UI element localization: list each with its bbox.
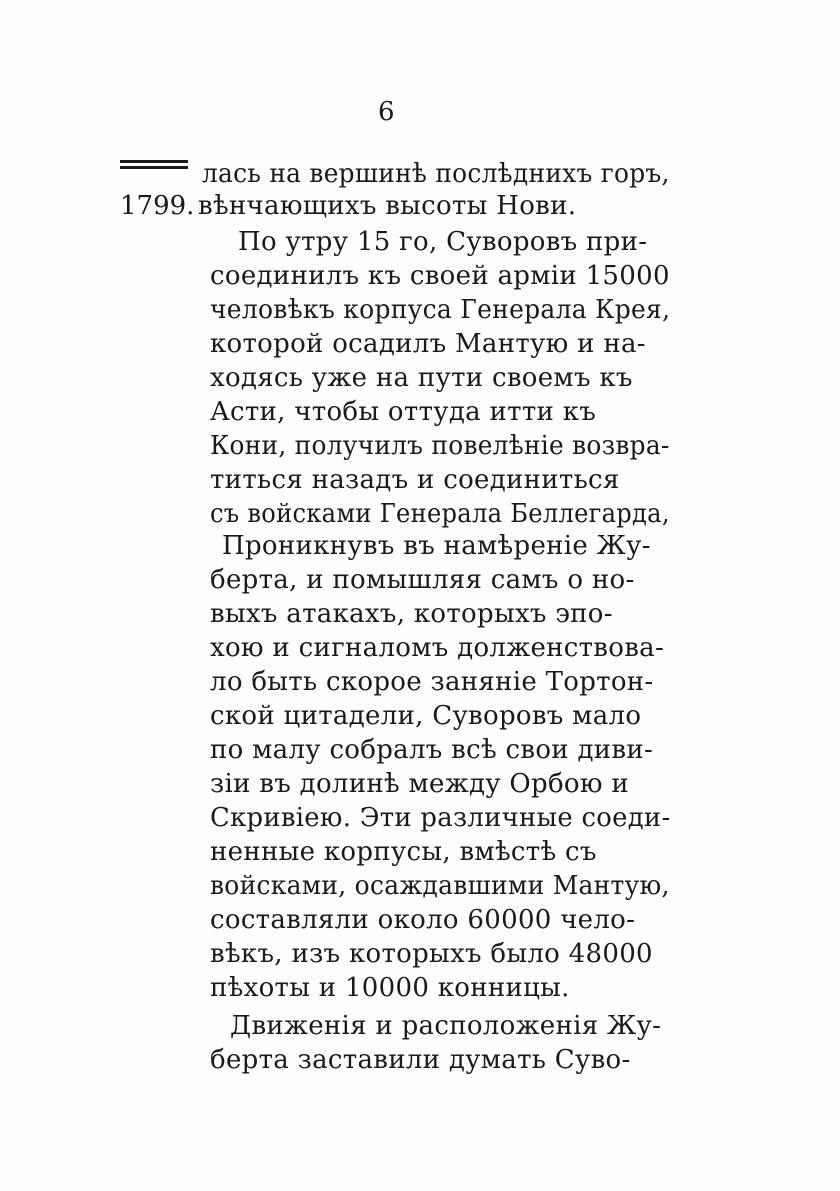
text-line: соединилъ къ своей арміи 15000 [210,261,670,291]
text-line: по малу собралъ всѣ свои диви- [210,735,654,765]
text-line: Асти, чтобы оттуда итти къ [210,397,597,427]
text-line: которой осадилъ Мантую и на- [210,329,646,359]
text-line: лась на вершинѣ послѣднихъ горъ, [202,159,670,189]
text-line: ходясь уже на пути своемъ къ [210,363,633,393]
text-line: составляли около 60000 чело- [210,905,636,935]
rule-line [120,160,188,163]
text-line: войсками, осаждавшими Мантую, [210,871,670,901]
text-line: Движенія и расположенія Жу- [230,1011,662,1041]
text-line: По утру 15 го, Суворовъ при- [238,227,648,257]
text-line: ской цитадели, Суворовъ мало [210,701,642,731]
text-line: Скривіею. Эти различные соеди- [210,803,671,833]
text-line: хою и сигналомъ долженствова- [210,633,665,663]
text-line: человѣкъ корпуса Генерала Крея, [210,295,671,325]
rule-line [120,166,188,169]
margin-rule-mark [120,160,188,174]
text-line: пѣхоты и 10000 конницы. [210,973,570,1003]
text-line: вѣнчающихъ высоты Нови. [198,191,577,221]
text-line: Кони, получилъ повелѣніе возвра- [210,431,670,461]
text-line: съ войсками Генерала Беллегарда, [210,499,670,529]
text-line: вѣкъ, изъ которыхъ было 48000 [210,939,653,969]
margin-year: 1799. [120,191,195,221]
text-line: берта, и помышляя самъ о но- [210,565,635,595]
text-line: ло быть скорое заняніе Тортон- [210,667,654,697]
text-line: титься назадъ и соединиться [210,465,620,495]
page-number: 6 [378,97,395,127]
text-line: выхъ атакахъ, которыхъ эпо- [210,599,613,629]
text-line: берта заставили думать Суво- [210,1045,631,1075]
text-line: зіи въ долинѣ между Орбою и [210,769,630,799]
text-line: ненные корпусы, вмѣстѣ съ [210,837,597,867]
text-line: Проникнувъ въ намѣреніе Жу- [222,531,651,561]
